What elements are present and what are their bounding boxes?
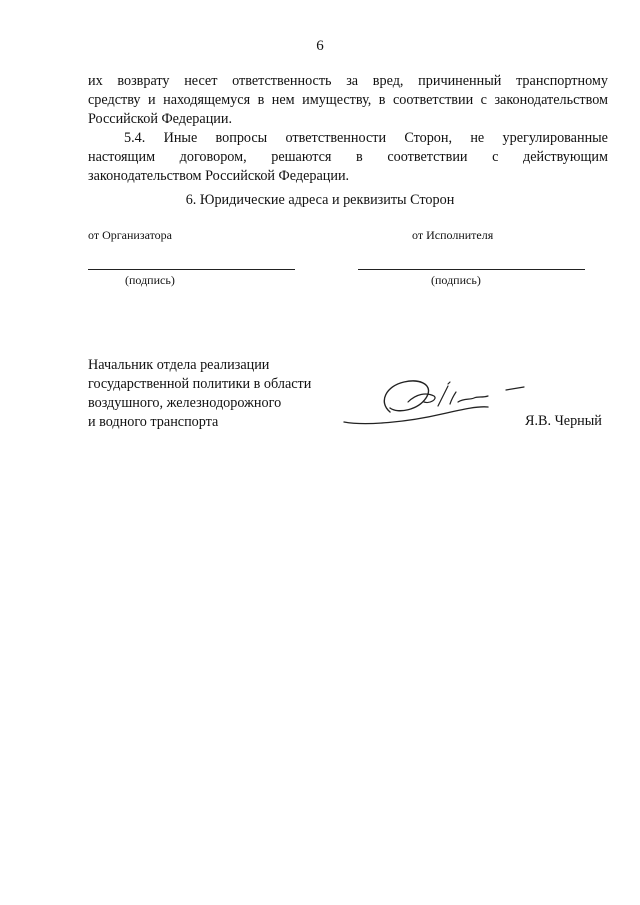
text-line: их возврату несет ответственность за вред, причиненный транспортному — [88, 73, 608, 89]
paragraph-5-4 — [88, 129, 608, 186]
organizer-signature-caption: (подпись) — [125, 273, 175, 287]
text-line: законодательством Российской Федерации. — [88, 168, 350, 184]
official-title-line: и водного транспорта — [88, 414, 219, 430]
official-name: Я.В. Черный — [525, 413, 602, 429]
text-line: настоящим договором, решаются в соответствии с действующим — [88, 149, 608, 165]
section-title: 6. Юридические адреса и реквизиты Сторон — [185, 192, 455, 208]
text-line: 5.4. Иные вопросы ответственности Сторон, не урегулированные — [124, 130, 608, 146]
handwritten-signature — [338, 368, 538, 438]
organizer-signature-line — [88, 269, 295, 270]
paragraph-liability — [88, 72, 608, 129]
page-number: 6 — [316, 38, 324, 54]
organizer-label: от Организатора — [88, 228, 173, 242]
executor-signature-caption: (подпись) — [431, 273, 481, 287]
executor-signature-line — [358, 269, 585, 270]
official-title-line: воздушного, железнодорожного — [88, 395, 282, 411]
official-title-line: государственной политики в области — [88, 376, 312, 392]
text-line: Российской Федерации. — [88, 111, 233, 127]
official-title-line: Начальник отдела реализации — [88, 357, 270, 373]
official-title — [88, 356, 311, 432]
text-line: средству и находящемуся в нем имуществу, в соответствии с законодательством — [88, 92, 608, 108]
executor-label: от Исполнителя — [412, 228, 494, 242]
